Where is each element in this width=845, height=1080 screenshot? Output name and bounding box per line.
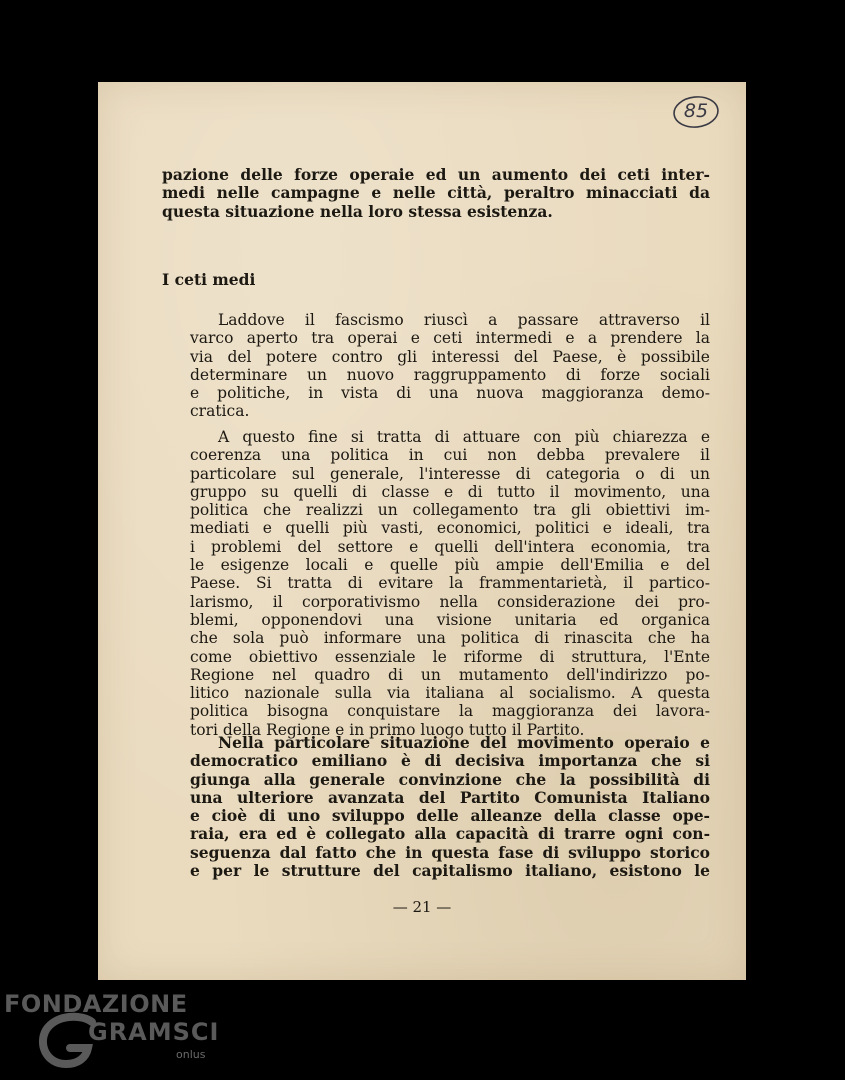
text-line: pazione delle forze operaie ed un aumento dei ceti inter-	[162, 165, 710, 184]
text-line: particolare sul generale, l'interesse di categoria o di un	[190, 464, 710, 483]
text-line: litico nazionale sulla via italiana al socialismo. A questa	[190, 684, 710, 703]
paragraph-2	[162, 428, 710, 739]
page-number: — 21 —	[392, 898, 452, 916]
text-line: varco aperto tra operai e ceti intermedi e a prendere la	[190, 329, 710, 348]
text-line: Nella particolare situazione del movimento operaio e	[218, 733, 710, 752]
text-line: gruppo su quelli di classe e di tutto il movimento, una	[190, 482, 710, 501]
text-line: Laddove il fascismo riuscì a passare attraverso il	[218, 311, 710, 329]
text-line: coerenza una politica in cui non debba prevalere il	[190, 446, 710, 465]
text-line: giunga alla generale convinzione che la possibilità di	[190, 769, 710, 789]
text-line: e politiche, in vista di una nuova maggioranza demo-	[190, 384, 710, 403]
text-line: medi nelle campagne e nelle città, peraltro minacciati da	[162, 183, 710, 203]
watermark-line1: FONDAZIONE	[4, 990, 188, 1018]
text-line: democratico emiliano è di decisiva importanza che si	[190, 751, 710, 771]
section-heading: I ceti medi	[162, 270, 256, 289]
paragraph-1	[162, 311, 710, 421]
text-line: Paese. Si tratta di evitare la frammentarietà, il partico-	[190, 574, 710, 593]
text-line: seguenza dal fatto che in questa fase di sviluppo storico	[190, 842, 710, 862]
text-line: via del potere contro gli interessi del Paese, è possibile	[190, 347, 710, 366]
text-line: come obiettivo essenziale le riforme di struttura, l'Ente	[190, 647, 710, 666]
text-line: i problemi del settore e quelli dell'intera economia, tra	[190, 537, 710, 556]
paragraph-3	[162, 734, 710, 880]
text-line: blemi, opponendovi una visione unitaria ed organica	[190, 610, 710, 629]
text-line: che sola può informare una politica di rinascita che ha	[190, 629, 710, 648]
text-line: larismo, il corporativismo nella considerazione dei pro-	[190, 592, 710, 611]
text-line: cratica.	[190, 402, 250, 421]
text-line: determinare un nuovo raggruppamento di forze sociali	[190, 365, 710, 384]
text-line: Regione nel quadro di un mutamento dell'indirizzo po-	[190, 665, 710, 684]
text-line: tori della Regione e in primo luogo tutto il Partito.	[190, 720, 585, 739]
watermark-line3: onlus	[176, 1048, 206, 1061]
text-line: politica bisogna conquistare la maggioranza dei lavora-	[190, 702, 710, 721]
text-line: raia, era ed è collegato alla capacità di trarre ogni con-	[190, 824, 710, 844]
text-line: e per le strutture del capitalismo italiano, esistono le	[190, 861, 710, 881]
watermark-line2: GRAMSCI	[88, 1018, 220, 1046]
text-line: una ulteriore avanzata del Partito Comunista Italiano	[190, 787, 710, 807]
text-line: A questo fine si tratta di attuare con più chiarezza e	[218, 428, 710, 446]
archive-number-stamp	[672, 94, 720, 130]
fondazione-gramsci-watermark	[4, 990, 220, 1070]
archive-number: 85	[683, 100, 709, 122]
intro-paragraph	[162, 166, 710, 221]
document-page	[98, 82, 746, 980]
text-line: le esigenze locali e quelle più ampie dell'Emilia e del	[190, 556, 710, 575]
text-line: mediati e quelli più vasti, economici, politici e ideali, tra	[190, 519, 710, 538]
text-line: politica che realizzi un collegamento tra gli obiettivi im-	[190, 501, 710, 520]
text-line: e cioè di uno sviluppo delle alleanze della classe ope-	[190, 806, 710, 826]
text-line: questa situazione nella loro stessa esistenza.	[162, 201, 553, 221]
